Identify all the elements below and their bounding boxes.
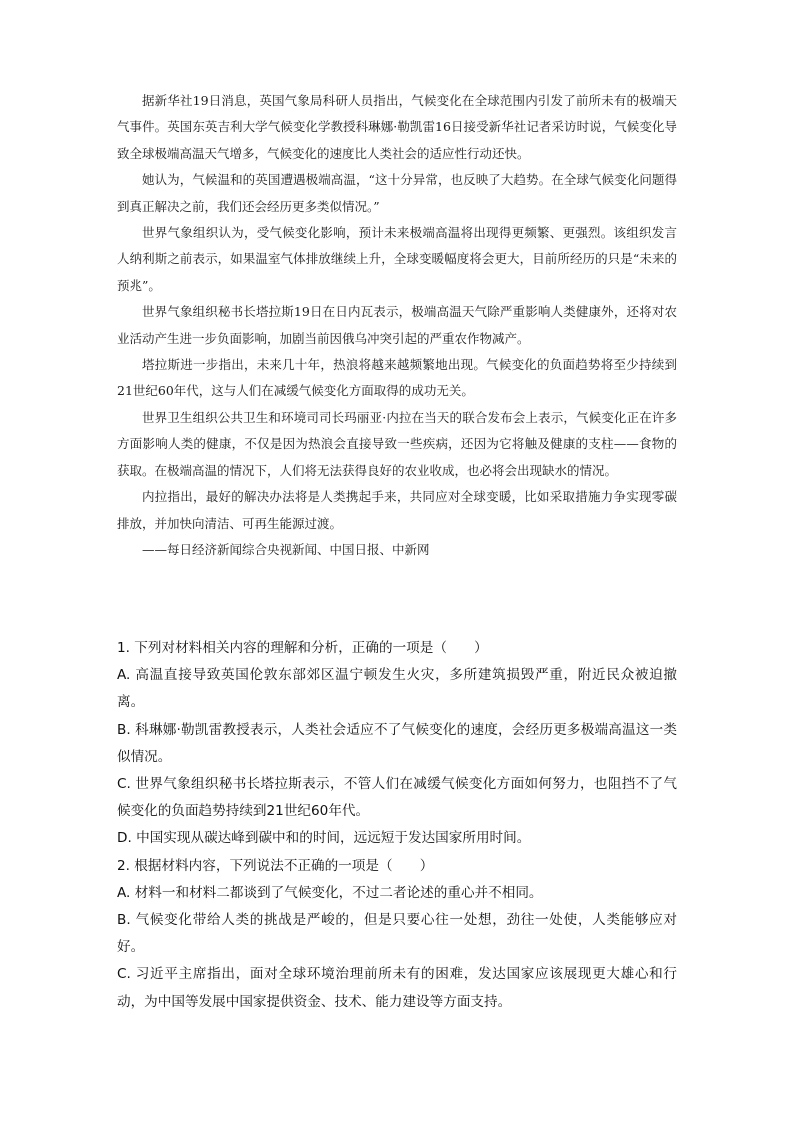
article-paragraph-7: 内拉指出，最好的解决办法将是人类携起手来，共同应对全球变暖，比如采取措施力争实现零碳排放，并加快向清洁、可再生能源过渡。 — [117, 489, 677, 531]
question-1-stem: 1. 下列对材料相关内容的理解和分析，正确的一项是（ ） — [117, 640, 488, 656]
question-1-option-a: A. 高温直接导致英国伦敦东部郊区温宁顿发生火灾，多所建筑损毁严重，附近民众被迫撤离。 — [117, 667, 677, 711]
question-2-option-a: A. 材料一和材料二都谈到了气候变化，不过二者论述的重心并不相同。 — [117, 884, 543, 901]
article-paragraph-3: 世界气象组织认为，受气候变化影响，预计未来极端高温将出现得更频繁、更强烈。该组织发言人纳利斯之前表示，如果温室气体排放继续上升，全球变暖幅度将会更大，目前所经历的只是“未来的预兆”。 — [117, 225, 677, 293]
question-2-stem: 2. 根据材料内容，下列说法不正确的一项是（ ） — [117, 857, 434, 874]
question-1-option-b: B. 科琳娜·勒凯雷教授表示，人类社会适应不了气候变化的速度，会经历更多极端高温这一类似情况。 — [117, 721, 677, 765]
article-paragraph-6: 世界卫生组织公共卫生和环境司司长玛丽亚·内拉在当天的联合发布会上表示，气候变化正在许多方面影响人类的健康，不仅是因为热浪会直接导致一些疾病，还因为它将触及健康的支柱——食物的获取。在极端高温的情况下，人们将无法获得良好的农业收成，也必将会出现缺水的情况。 — [117, 409, 677, 478]
article-paragraph-1: 据新华社19日消息，英国气象局科研人员指出，气候变化在全球范围内引发了前所未有的极端天气事件。英国东英吉利大学气候变化学教授科琳娜·勒凯雷16日接受新华社记者采访时说，气候变化导致全球极端高温天气增多，气候变化的速度比人类社会的适应性行动还快。 — [117, 93, 677, 161]
questions-section — [117, 635, 677, 1016]
question-1-option-c: C. 世界气象组织秘书长塔拉斯表示，不管人们在减缓气候变化方面如何努力，也阻挡不了气候变化的负面趋势持续到21世纪60年代。 — [117, 776, 677, 820]
question-1-option-d: D. 中国实现从碳达峰到碳中和的时间，远远短于发达国家所用时间。 — [117, 830, 531, 847]
article-paragraph-5: 塔拉斯进一步指出，未来几十年，热浪将越来越频繁地出现。气候变化的负面趋势将至少持续到21世纪60年代，这与人们在减缓气候变化方面取得的成功无关。 — [117, 357, 677, 399]
question-2-option-c: C. 习近平主席指出，面对全球环境治理前所未有的困难，发达国家应该展现更大雄心和行动，为中国等发展中国家提供资金、技术、能力建设等方面支持。 — [117, 966, 677, 1010]
article-paragraph-4: 世界气象组织秘书长塔拉斯19日在日内瓦表示，极端高温天气除严重影响人类健康外，还将对农业活动产生进一步负面影响，加剧当前因俄乌冲突引起的严重农作物减产。 — [117, 304, 677, 346]
reading-material — [117, 88, 677, 563]
question-2-option-b: B. 气候变化带给人类的挑战是严峻的，但是只要心往一处想，劲往一处使，人类能够应对好。 — [117, 912, 677, 956]
article-paragraph-2: 她认为，气候温和的英国遭遇极端高温，“这十分异常，也反映了大趋势。在全球气候变化问题得到真正解决之前，我们还会经历更多类似情况。” — [117, 172, 677, 214]
article-source: ——每日经济新闻综合央视新闻、中国日报、中新网 — [142, 541, 430, 557]
